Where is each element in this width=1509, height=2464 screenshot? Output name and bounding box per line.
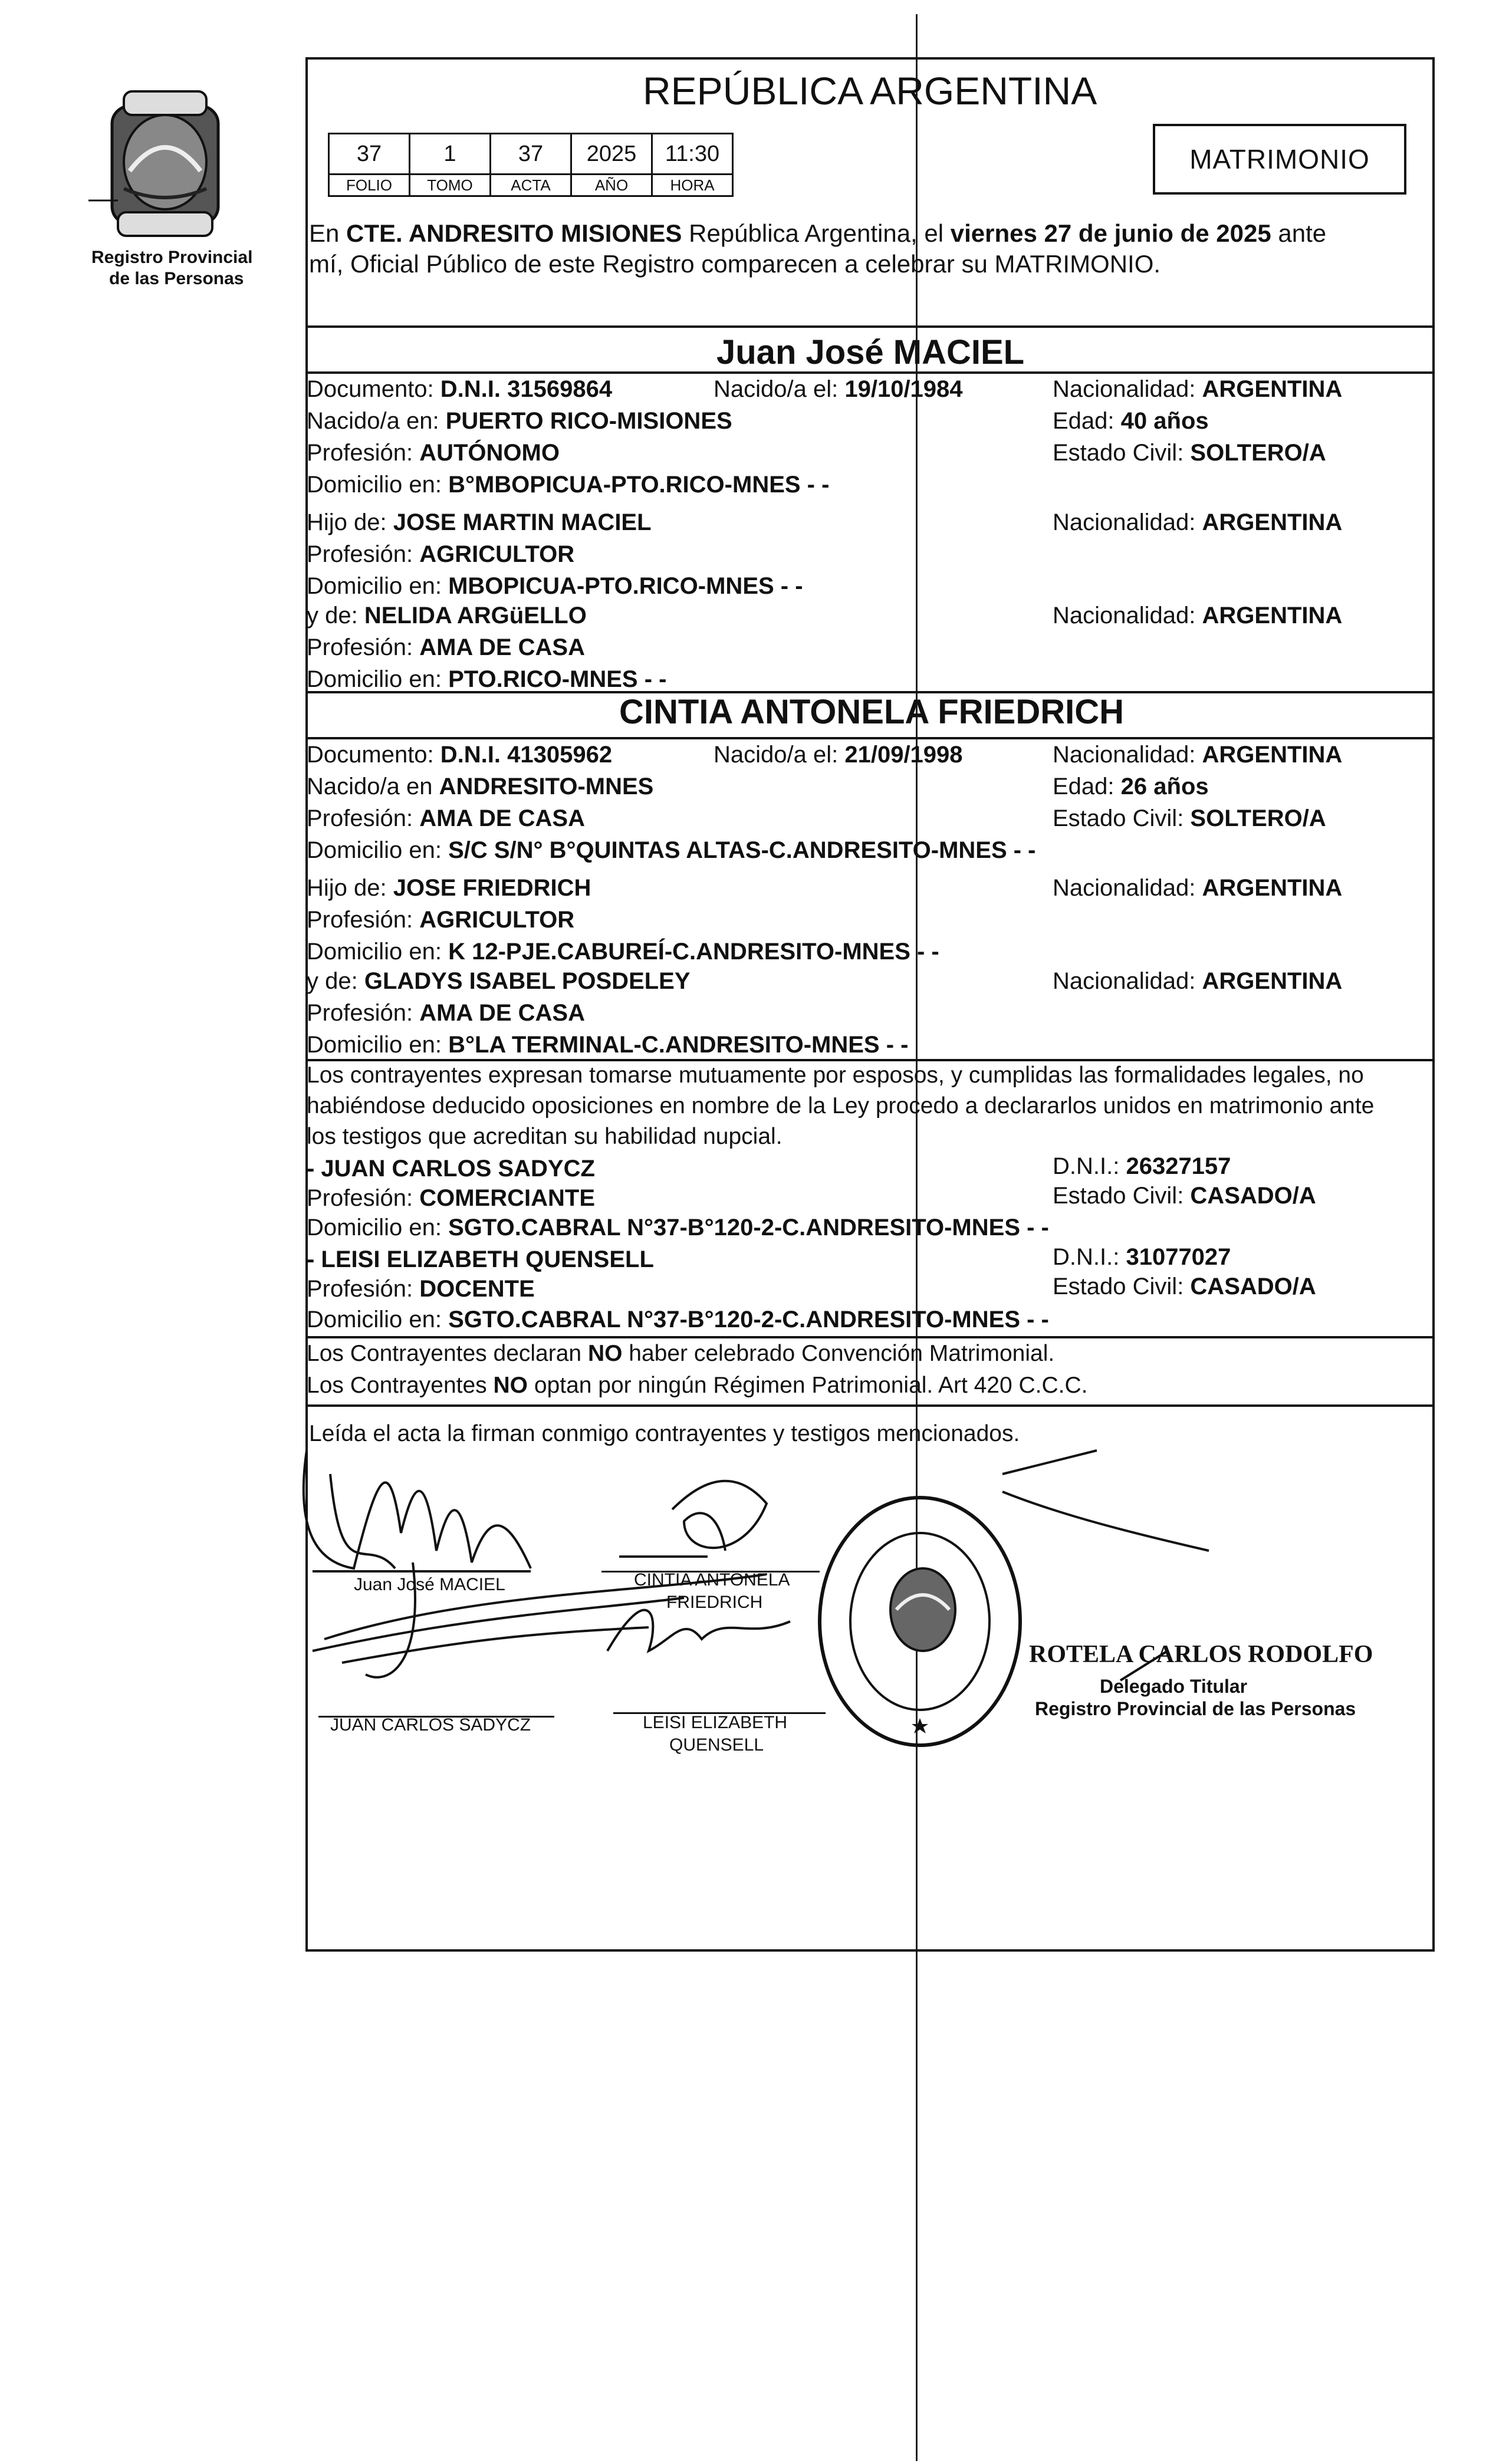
label: Profesión: bbox=[307, 1276, 420, 1302]
witness2-profession bbox=[307, 1275, 535, 1303]
text-emphasis: NO bbox=[493, 1373, 528, 1398]
label: Profesión: bbox=[307, 440, 420, 466]
divider bbox=[305, 1336, 1435, 1338]
value: ARGENTINA bbox=[1202, 875, 1343, 901]
groom-doc bbox=[307, 375, 612, 403]
closing-statement: Leída el acta la firman conmigo contrayentes y testigos mencionados. bbox=[309, 1421, 1020, 1446]
label: Edad: bbox=[1053, 774, 1121, 800]
bride-mother bbox=[307, 967, 691, 995]
witness1-name: - JUAN CARLOS SADYCZ bbox=[307, 1156, 595, 1182]
bride-born-on bbox=[714, 741, 963, 769]
groom-mother-domicile bbox=[307, 665, 666, 693]
value: ARGENTINA bbox=[1202, 742, 1343, 768]
value: S/C S/N° B°QUINTAS ALTAS-C.ANDRESITO-MNES - - bbox=[448, 837, 1036, 863]
witness2-domicile bbox=[307, 1305, 1049, 1334]
value: 26 años bbox=[1120, 774, 1209, 800]
value: AGRICULTOR bbox=[419, 541, 575, 567]
label: Domicilio en: bbox=[307, 573, 449, 599]
label: D.N.I.: bbox=[1053, 1153, 1126, 1179]
declaration-line3: los testigos que acreditan su habilidad nupcial. bbox=[307, 1124, 783, 1149]
bride-signature-name-l1: CINTIA ANTONELA bbox=[634, 1570, 790, 1590]
value: SOLTERO/A bbox=[1190, 440, 1326, 466]
value: AMA DE CASA bbox=[419, 634, 585, 660]
label: Estado Civil: bbox=[1053, 440, 1191, 466]
bride-doc bbox=[307, 741, 612, 769]
label: Nacionalidad: bbox=[1053, 875, 1202, 901]
witness2-dni bbox=[1053, 1243, 1231, 1271]
value: AMA DE CASA bbox=[419, 805, 585, 831]
bride-mother-nationality bbox=[1053, 967, 1342, 995]
witness2-signature-name-l2: QUENSELL bbox=[669, 1735, 764, 1755]
value: CASADO/A bbox=[1190, 1183, 1316, 1209]
witness1-profession bbox=[307, 1184, 595, 1212]
value: PTO.RICO-MNES - - bbox=[448, 666, 667, 692]
label: Estado Civil: bbox=[1053, 805, 1191, 831]
label: Domicilio en: bbox=[307, 939, 449, 965]
label: Domicilio en: bbox=[307, 666, 449, 692]
bride-father-nationality bbox=[1053, 874, 1342, 902]
label: Domicilio en: bbox=[307, 1307, 449, 1333]
intro-place: CTE. ANDRESITO MISIONES bbox=[346, 219, 682, 247]
document-title: REPÚBLICA ARGENTINA bbox=[643, 69, 1097, 113]
groom-dni: D.N.I. 31569864 bbox=[440, 376, 613, 402]
witness2-signature-name-l1: LEISI ELIZABETH bbox=[643, 1713, 788, 1732]
label: Documento: bbox=[307, 742, 440, 768]
groom-domicile bbox=[307, 471, 829, 499]
bride-nationality bbox=[1053, 741, 1342, 769]
label: Domicilio en: bbox=[307, 837, 449, 863]
tomo-label: TOMO bbox=[410, 175, 491, 196]
value: ARGENTINA bbox=[1202, 509, 1343, 535]
year-value: 2025 bbox=[571, 134, 652, 175]
label: Profesión: bbox=[307, 541, 420, 567]
groom-born-in bbox=[307, 407, 732, 435]
value: 40 años bbox=[1120, 408, 1209, 434]
label: Nacionalidad: bbox=[1053, 509, 1202, 535]
groom-nationality bbox=[1053, 375, 1342, 403]
groom-father-domicile bbox=[307, 572, 803, 600]
label: Nacido/a en bbox=[307, 774, 439, 800]
groom-profession bbox=[307, 439, 560, 467]
official-office: Registro Provincial de las Personas bbox=[1035, 1698, 1356, 1719]
label: Profesión: bbox=[307, 1185, 420, 1211]
value: SGTO.CABRAL N°37-B°120-2-C.ANDRESITO-MNES - - bbox=[448, 1307, 1049, 1333]
divider bbox=[305, 371, 1435, 374]
bride-birthdate: 21/09/1998 bbox=[844, 742, 963, 768]
declaration-line1: Los contrayentes expresan tomarse mutuamente por esposos, y cumplidas las formalidades legales, no bbox=[307, 1062, 1364, 1088]
witness1-signature-name: JUAN CARLOS SADYCZ bbox=[330, 1715, 531, 1735]
value: AUTÓNOMO bbox=[419, 440, 560, 466]
text: Los Contrayentes bbox=[307, 1373, 494, 1398]
folio-label: FOLIO bbox=[329, 175, 410, 196]
value: GLADYS ISABEL POSDELEY bbox=[364, 968, 691, 994]
intro-suffix: ante bbox=[1271, 219, 1327, 247]
bride-father-profession bbox=[307, 906, 574, 934]
value: 31077027 bbox=[1126, 1244, 1231, 1270]
hour-value: 11:30 bbox=[652, 134, 733, 175]
label: Hijo de: bbox=[307, 875, 393, 901]
label: Nacionalidad: bbox=[1053, 968, 1202, 994]
intro-line1 bbox=[309, 219, 1326, 248]
value: ARGENTINA bbox=[1202, 376, 1343, 402]
bride-civil-status bbox=[1053, 804, 1326, 833]
signature-line-groom bbox=[318, 1571, 519, 1573]
bride-name: CINTIA ANTONELA FRIEDRICH bbox=[619, 693, 1125, 731]
text: optan por ningún Régimen Patrimonial. Art 420 C.C.C. bbox=[528, 1373, 1088, 1398]
registry-table bbox=[328, 133, 734, 197]
text: Los Contrayentes declaran bbox=[307, 1341, 588, 1366]
bride-profession bbox=[307, 804, 585, 833]
label: y de: bbox=[307, 603, 364, 629]
value: AGRICULTOR bbox=[419, 907, 575, 933]
bride-father-domicile bbox=[307, 937, 939, 966]
value: DOCENTE bbox=[419, 1276, 535, 1302]
bride-domicile bbox=[307, 836, 1036, 864]
year-label: AÑO bbox=[571, 175, 652, 196]
groom-birthdate: 19/10/1984 bbox=[844, 376, 963, 402]
label: Nacionalidad: bbox=[1053, 376, 1202, 402]
value: COMERCIANTE bbox=[419, 1185, 595, 1211]
groom-mother bbox=[307, 601, 587, 630]
value: JOSE MARTIN MACIEL bbox=[393, 509, 652, 535]
bride-born-in bbox=[307, 772, 653, 801]
value: K 12-PJE.CABUREÍ-C.ANDRESITO-MNES - - bbox=[448, 939, 939, 965]
value: NELIDA ARGüELLO bbox=[364, 603, 587, 629]
label: Nacido/a en: bbox=[307, 408, 446, 434]
label: Nacionalidad: bbox=[1053, 603, 1202, 629]
label: Profesión: bbox=[307, 1000, 420, 1026]
witness1-civil-status bbox=[1053, 1182, 1316, 1210]
value: SGTO.CABRAL N°37-B°120-2-C.ANDRESITO-MNES - - bbox=[448, 1215, 1049, 1241]
label: Nacido/a el: bbox=[714, 742, 845, 768]
value: JOSE FRIEDRICH bbox=[393, 875, 591, 901]
divider bbox=[305, 737, 1435, 739]
value: B°LA TERMINAL-C.ANDRESITO-MNES - - bbox=[448, 1032, 909, 1058]
groom-civil-status bbox=[1053, 439, 1326, 467]
groom-age bbox=[1053, 407, 1209, 435]
misiones-emblem-icon bbox=[88, 88, 242, 242]
groom-father-nationality bbox=[1053, 508, 1342, 537]
record-type-badge: MATRIMONIO bbox=[1153, 124, 1406, 195]
official-role: Delegado Titular bbox=[1100, 1676, 1248, 1697]
value: ARGENTINA bbox=[1202, 603, 1343, 629]
hour-label: HORA bbox=[652, 175, 733, 196]
official-seal-icon bbox=[814, 1492, 1026, 1751]
groom-mother-profession bbox=[307, 633, 585, 662]
bride-father bbox=[307, 874, 591, 902]
value: AMA DE CASA bbox=[419, 1000, 585, 1026]
value: ARGENTINA bbox=[1202, 968, 1343, 994]
official-name: ROTELA CARLOS RODOLFO bbox=[1029, 1641, 1373, 1668]
text-emphasis: NO bbox=[587, 1341, 623, 1366]
label: Profesión: bbox=[307, 634, 420, 660]
bride-dni: D.N.I. 41305962 bbox=[440, 742, 613, 768]
label: Nacionalidad: bbox=[1053, 742, 1202, 768]
label: y de: bbox=[307, 968, 364, 994]
value: SOLTERO/A bbox=[1190, 805, 1326, 831]
acta-label: ACTA bbox=[491, 175, 571, 196]
intro-line2: mí, Oficial Público de este Registro comparecen a celebrar su MATRIMONIO. bbox=[309, 250, 1161, 278]
value: MBOPICUA-PTO.RICO-MNES - - bbox=[448, 573, 803, 599]
intro-date: viernes 27 de junio de 2025 bbox=[950, 219, 1271, 247]
divider bbox=[305, 1404, 1435, 1407]
divider bbox=[305, 325, 1435, 328]
logo-caption-line1: Registro Provincial bbox=[91, 248, 253, 267]
groom-father bbox=[307, 508, 652, 537]
intro-prefix: En bbox=[309, 219, 347, 247]
label: Profesión: bbox=[307, 805, 420, 831]
label: Documento: bbox=[307, 376, 440, 402]
groom-born-on bbox=[714, 375, 963, 403]
groom-mother-nationality bbox=[1053, 601, 1342, 630]
label: Estado Civil: bbox=[1053, 1274, 1191, 1300]
groom-signature-name: Juan José MACIEL bbox=[354, 1575, 505, 1594]
province-logo bbox=[88, 88, 242, 242]
acta-value: 37 bbox=[491, 134, 571, 175]
value: 26327157 bbox=[1126, 1153, 1231, 1179]
logo-caption-line2: de las Personas bbox=[109, 269, 244, 288]
label: Hijo de: bbox=[307, 509, 393, 535]
label: Estado Civil: bbox=[1053, 1183, 1191, 1209]
bride-mother-domicile bbox=[307, 1031, 908, 1059]
tomo-value: 1 bbox=[410, 134, 491, 175]
value: ANDRESITO-MNES bbox=[439, 774, 654, 800]
label: Edad: bbox=[1053, 408, 1121, 434]
label: Domicilio en: bbox=[307, 1215, 449, 1241]
intro-country: República Argentina, el bbox=[682, 219, 951, 247]
convention-line1 bbox=[307, 1340, 1054, 1368]
bride-age bbox=[1053, 772, 1209, 801]
convention-line2 bbox=[307, 1371, 1088, 1400]
value: CASADO/A bbox=[1190, 1274, 1316, 1300]
text: haber celebrado Convención Matrimonial. bbox=[622, 1341, 1055, 1366]
witness1-domicile bbox=[307, 1213, 1049, 1242]
bride-mother-profession bbox=[307, 999, 585, 1027]
value: B°MBOPICUA-PTO.RICO-MNES - - bbox=[448, 472, 830, 498]
witness2-name: - LEISI ELIZABETH QUENSELL bbox=[307, 1246, 654, 1272]
folio-value: 37 bbox=[329, 134, 410, 175]
label: D.N.I.: bbox=[1053, 1244, 1126, 1270]
bride-signature-name-l2: FRIEDRICH bbox=[666, 1593, 763, 1612]
groom-father-profession bbox=[307, 540, 574, 568]
label: Profesión: bbox=[307, 907, 420, 933]
declaration-line2: habiéndose deducido oposiciones en nombre de la Ley procedo a declararlos unidos en matrimonio ante bbox=[307, 1093, 1375, 1118]
groom-name: Juan José MACIEL bbox=[716, 333, 1025, 371]
label: Domicilio en: bbox=[307, 472, 449, 498]
value: PUERTO RICO-MISIONES bbox=[445, 408, 732, 434]
witness1-dni bbox=[1053, 1152, 1231, 1180]
label: Domicilio en: bbox=[307, 1032, 449, 1058]
witness2-civil-status bbox=[1053, 1272, 1316, 1301]
label: Nacido/a el: bbox=[714, 376, 845, 402]
